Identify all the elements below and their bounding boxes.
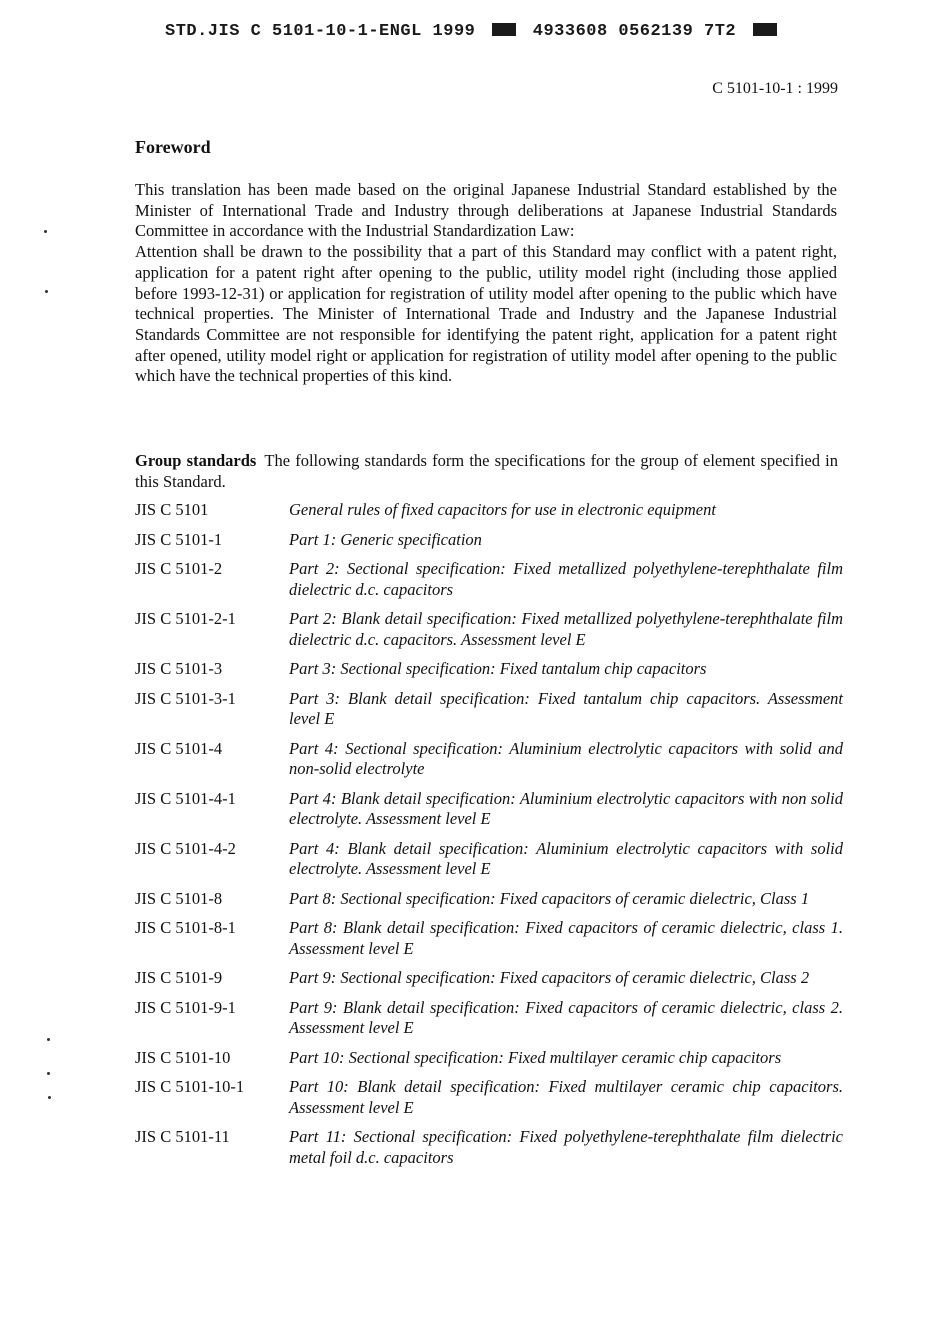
standard-code: JIS C 5101-8: [135, 888, 223, 908]
standard-code: JIS C 5101-4-1: [135, 788, 236, 808]
group-standards-heading: Group standards: [135, 451, 257, 470]
standard-code: JIS C 5101-8-1: [135, 918, 236, 937]
standard-row: [135, 789, 843, 830]
document-number: C 5101-10-1 : 1999: [712, 80, 838, 97]
standard-title: Part 10: Sectional specification: Fixed multilayer ceramic chip capacitors: [289, 1047, 782, 1067]
standard-row: [135, 968, 843, 989]
standard-code: JIS C 5101-3-1: [135, 688, 236, 708]
standard-title: Part 2: Blank detail specification: Fixed metallized polyethylene-terephthalate film dielectric d.c. capacitors. Assessment level E: [289, 609, 843, 649]
standard-code: JIS C 5101-10: [135, 1047, 231, 1067]
standard-code: JIS C 5101-1: [135, 529, 223, 549]
standard-row: [135, 1048, 843, 1069]
standard-title: Part 8: Blank detail specification: Fixed capacitors of ceramic dielectric, class 1. Assessment level E: [289, 918, 843, 958]
standards-list: [135, 500, 843, 1177]
standard-row: [135, 530, 843, 551]
scan-mark: [44, 230, 47, 233]
standard-row: [135, 1127, 843, 1168]
group-standards-description: The following standards form the specifications for the group of element specified in this Standard.: [135, 451, 838, 491]
standard-row: [135, 839, 843, 880]
standard-row: [135, 609, 843, 650]
standard-title: Part 1: Generic specification: [289, 529, 482, 549]
standard-row: [135, 998, 843, 1039]
standard-title: Part 3: Blank detail specification: Fixed tantalum chip capacitors. Assessment level E: [289, 688, 843, 728]
foreword-body: [135, 180, 837, 387]
standard-code: JIS C 5101-4: [135, 738, 223, 758]
scan-mark: [45, 290, 48, 293]
standard-title: Part 10: Blank detail specification: Fixed multilayer ceramic chip capacitors. Assessment level E: [289, 1077, 843, 1117]
standard-code: JIS C 5101-9-1: [135, 997, 236, 1017]
foreword-paragraph: This translation has been made based on the original Japanese Industrial Standard established by the Minister of International Trade and Industry through deliberations at Japanese Industrial Standards Committee in accordance with the Industrial Standardization Law:: [135, 180, 837, 241]
standard-title: Part 11: Sectional specification: Fixed polyethylene-terephthalate film dielectric metal foil d.c. capacitors: [289, 1127, 843, 1167]
standard-row: [135, 889, 843, 910]
standard-code: JIS C 5101-2-1: [135, 609, 236, 628]
standard-code: JIS C 5101-10-1: [135, 1077, 245, 1096]
standard-title: General rules of fixed capacitors for use in electronic equipment: [289, 500, 716, 519]
standard-code: JIS C 5101-9: [135, 968, 223, 987]
scan-mark: [47, 1038, 50, 1041]
standard-title: Part 4: Blank detail specification: Aluminium electrolytic capacitors with solid electrolyte. Assessment level E: [289, 838, 843, 878]
standard-row: [135, 689, 843, 730]
standard-code: JIS C 5101-2: [135, 559, 223, 578]
group-standards-intro: [135, 451, 838, 492]
scan-mark: [47, 1072, 50, 1075]
standard-code: JIS C 5101-3: [135, 659, 223, 678]
header-stamp-right: 4933608 0562139 7T2: [532, 22, 737, 41]
standard-row: [135, 659, 843, 680]
standard-row: [135, 559, 843, 600]
redaction-block-icon: [753, 23, 777, 36]
standard-row: [135, 918, 843, 959]
header-stamp: [165, 22, 783, 41]
standard-title: Part 4: Sectional specification: Aluminium electrolytic capacitors with solid and non-solid electrolyte: [289, 738, 843, 778]
scan-mark: [48, 1096, 51, 1099]
standard-title: Part 4: Blank detail specification: Aluminium electrolytic capacitors with non solid electrolyte. Assessment level E: [289, 788, 843, 828]
standard-code: JIS C 5101-11: [135, 1127, 230, 1146]
standard-row: [135, 739, 843, 780]
foreword-heading: Foreword: [135, 137, 211, 157]
foreword-paragraph: Attention shall be drawn to the possibility that a part of this Standard may conflict with a patent right, application for a patent right after opening to the public, utility model right (including those applied before 1993-12-31) or application for registration of utility model after opening to the public which have technical properties. The Minister of International Trade and Industry and the Japanese Industrial Standards Committee are not responsible for identifying the patent right, application for a patent right after opened, utility model right or application for registration of utility model after opening to the public which have the technical properties of this kind.: [135, 242, 837, 386]
standard-row: [135, 500, 843, 521]
redaction-block-icon: [492, 23, 516, 36]
standard-title: Part 9: Blank detail specification: Fixed capacitors of ceramic dielectric, class 2. Assessment level E: [289, 997, 843, 1037]
standard-title: Part 3: Sectional specification: Fixed tantalum chip capacitors: [289, 659, 707, 678]
standard-title: Part 9: Sectional specification: Fixed capacitors of ceramic dielectric, Class 2: [289, 968, 810, 987]
standard-title: Part 2: Sectional specification: Fixed metallized polyethylene-terephthalate film dielectric d.c. capacitors: [289, 559, 843, 599]
standard-title: Part 8: Sectional specification: Fixed capacitors of ceramic dielectric, Class 1: [289, 888, 810, 908]
standard-row: [135, 1077, 843, 1118]
header-stamp-left: STD.JIS C 5101-10-1-ENGL 1999: [165, 22, 476, 41]
standard-code: JIS C 5101-4-2: [135, 838, 236, 858]
standard-code: JIS C 5101: [135, 500, 209, 519]
